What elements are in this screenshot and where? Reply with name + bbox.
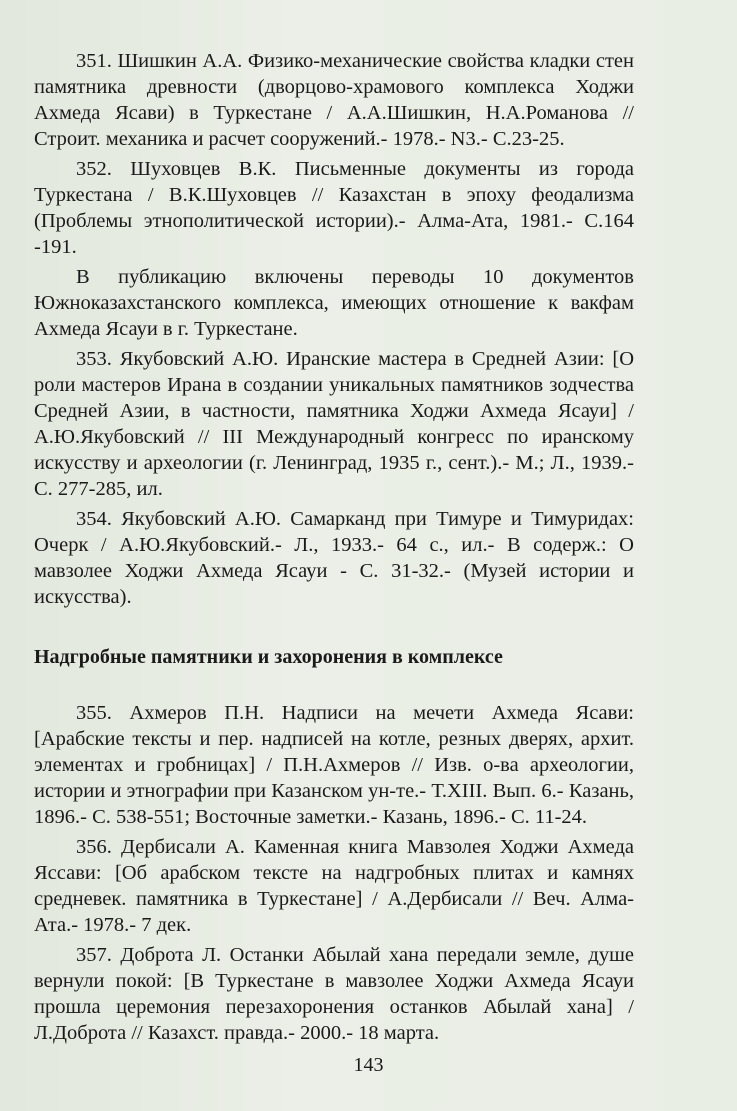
bibliography-entry-351: [34, 48, 634, 152]
bibliography-entry-356: [34, 834, 634, 938]
page-content: [34, 48, 634, 1050]
bibliography-entry-354: [34, 506, 634, 610]
entry-text: 354. Якубовский А.Ю. Самарканд при Тимуре и Тимуридах: Очерк / А.Ю.Якубовский.- Л., 1933.- 64 с., ил.- В содерж.: О мавзолее Ходжи Ахмеда Ясауи - С. 31-32.- (Музей истории и искусства).: [34, 508, 634, 608]
section-heading: Надгробные памятники и захоронения в комплексе: [34, 646, 503, 668]
entry-text: 357. Доброта Л. Останки Абылай хана передали земле, душе вернули покой: [В Туркестане в мавзолее Ходжи Ахмеда Ясауи прошла церемония перезахоронения останков Абылай хана] / Л.Доброта // Казахст. правда.- 2000.- 18 марта.: [34, 944, 634, 1044]
page-number: 143: [353, 1054, 384, 1076]
entry-text: 356. Дербисали А. Каменная книга Мавзолея Ходжи Ахмеда Яссави: [Об арабском тексте на надгробных плитах и камнях средневек. памятника в Туркестане] / А.Дербисали // Веч. Алма-Ата.- 1978.- 7 дек.: [34, 836, 634, 936]
entry-text: 352. Шуховцев В.К. Письменные документы из города Туркестана / В.К.Шуховцев // Казахстан в эпоху феодализма (Проблемы этнополитической истории).- Алма-Ата, 1981.- С.164 -191.: [34, 158, 634, 258]
entry-text: 353. Якубовский А.Ю. Иранские мастера в Средней Азии: [О роли мастеров Ирана в создании уникальных памятников зодчества Средней Азии, в частности, памятника Ходжи Ахмеда Ясауи] / А.Ю.Якубовский // III Международный конгресс по иранскому искусству и археологии (г. Ленинград, 1935 г., сент.).- М.; Л., 1939.- С. 277-285, ил.: [34, 348, 634, 500]
bibliography-entry-355: [34, 700, 634, 830]
entry-text: 351. Шишкин А.А. Физико-механические свойства кладки стен памятника древности (дворцово-храмового комплекса Ходжи Ахмеда Ясави) в Туркестане / А.А.Шишкин, Н.А.Романова // Строит. механика и расчет сооружений.- 1978.- N3.- С.23-25.: [34, 50, 634, 150]
bibliography-entry-357: [34, 942, 634, 1046]
bibliography-entry-353: [34, 346, 634, 502]
entry-text: 355. Ахмеров П.Н. Надписи на мечети Ахмеда Ясави: [Арабские тексты и пер. надписей на котле, резных дверях, архит. элементах и гробницах] / П.Н.Ахмеров // Изв. о-ва археологии, истории и этнографии при Казанском ун-те.- Т.XIII. Вып. 6.- Казань, 1896.- С. 538-551; Восточные заметки.- Казань, 1896.- С. 11-24.: [34, 702, 634, 828]
bibliography-entry-352: [34, 156, 634, 342]
entry-annotation: В публикацию включены переводы 10 документов Южноказахстанского комплекса, имеющих отношение к вакфам Ахмеда Ясауи в г. Туркестане.: [34, 266, 634, 340]
